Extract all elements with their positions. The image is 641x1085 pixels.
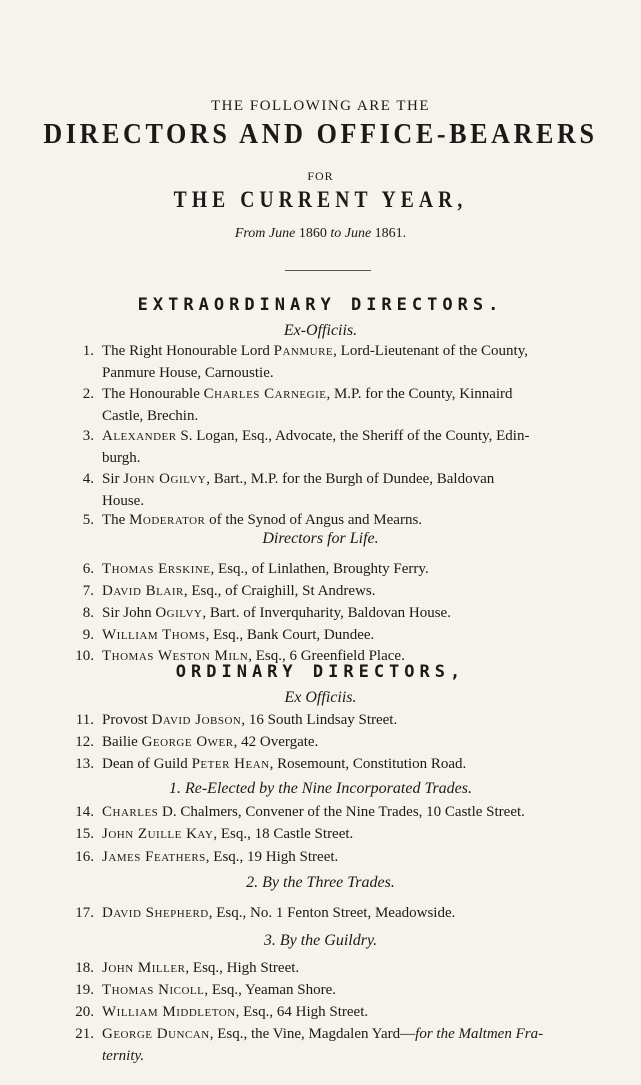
entry-text bbox=[102, 754, 621, 776]
entry-detail: , Esq., 19 High Street. bbox=[205, 849, 339, 865]
entry-name: David Shepherd bbox=[102, 905, 209, 921]
entry-name: John Miller bbox=[102, 960, 186, 976]
entry-continuation: burgh. bbox=[102, 449, 141, 466]
entry-name: David Blair bbox=[102, 583, 184, 599]
entry-name: Peter Hean bbox=[191, 756, 270, 772]
subheading-nine-trades: 1. Re-Elected by the Nine Incorporated Trades. bbox=[168, 780, 473, 797]
entry-detail: , Bart. of Inverquharity, Baldovan House. bbox=[202, 605, 451, 621]
entry-name: William Thoms bbox=[102, 627, 206, 643]
entry-text bbox=[102, 469, 621, 512]
entry-detail: , Esq., of Linlathen, Broughty Ferry. bbox=[210, 561, 429, 577]
entry-name: George Ower bbox=[141, 734, 234, 750]
divider-rule bbox=[285, 270, 371, 271]
entry-text bbox=[102, 958, 621, 980]
entry-prefix: Sir bbox=[102, 471, 124, 487]
entry-prefix: The Right Honourable Lord bbox=[102, 343, 274, 359]
entry-text bbox=[102, 603, 621, 625]
entry-text bbox=[102, 559, 621, 581]
entry-number: 4. bbox=[82, 471, 94, 487]
entry-text bbox=[102, 710, 621, 732]
entry-prefix: Sir John bbox=[102, 605, 156, 621]
entry-name: James Feathers bbox=[102, 849, 206, 865]
subheading-ordinary-ex-officiis: Ex Officiis. bbox=[284, 689, 357, 706]
entry-detail: S. Logan, Esq., Advocate, the Sheriff of the County, Edin- bbox=[176, 428, 530, 444]
header-for: FOR bbox=[307, 169, 334, 183]
entry-number: 14. bbox=[75, 804, 94, 820]
entry-continuation: Castle, Brechin. bbox=[102, 407, 199, 424]
section-title-ordinary: ORDINARY DIRECTORS, bbox=[175, 662, 466, 682]
entry-name: Charles Carnegie bbox=[203, 386, 327, 402]
entry-prefix: The Honourable bbox=[102, 386, 204, 402]
entry-name: John Ogilvy bbox=[123, 471, 207, 487]
entry-name: Thomas Weston Miln bbox=[102, 648, 249, 664]
entry-name: Thomas Erskine bbox=[102, 561, 211, 577]
entry-italic-note: for the Maltmen Fra- bbox=[415, 1026, 544, 1042]
entry-detail: , Esq., Bank Court, Dundee. bbox=[205, 627, 375, 643]
entry-detail: , Esq., 6 Greenfield Place. bbox=[248, 648, 405, 664]
entry-text bbox=[102, 1002, 621, 1024]
entry-name: Charles bbox=[102, 804, 159, 820]
entry-text bbox=[102, 341, 621, 384]
entry-number: 5. bbox=[82, 512, 94, 528]
entry-number: 8. bbox=[82, 605, 94, 621]
header-title: DIRECTORS AND OFFICE-BEARERS bbox=[43, 118, 598, 150]
entry-prefix: Dean of Guild bbox=[102, 756, 192, 772]
entry-number: 9. bbox=[82, 627, 94, 643]
entry-text bbox=[102, 824, 621, 846]
entry-prefix: Provost bbox=[102, 712, 152, 728]
entry-detail: , Esq., 64 High Street. bbox=[235, 1004, 369, 1020]
entry-number: 16. bbox=[75, 849, 94, 865]
entry-number: 6. bbox=[82, 561, 94, 577]
entry-detail: , M.P. for the County, Kinnaird bbox=[326, 386, 513, 402]
entry-text bbox=[102, 1024, 621, 1067]
entry-number: 3. bbox=[82, 428, 94, 444]
entry-prefix: Bailie bbox=[102, 734, 142, 750]
entry-number: 2. bbox=[82, 386, 94, 402]
entry-number: 21. bbox=[75, 1026, 94, 1042]
entry-prefix: The bbox=[102, 512, 130, 528]
entry-text bbox=[102, 581, 621, 603]
entry-name: Moderator bbox=[129, 512, 206, 528]
entry-name: Ogilvy bbox=[155, 605, 203, 621]
entry-text bbox=[102, 625, 621, 647]
header-intro: THE FOLLOWING ARE THE bbox=[210, 98, 431, 114]
entry-number: 12. bbox=[75, 734, 94, 750]
entry-text bbox=[102, 903, 621, 925]
entry-continuation: ternity. bbox=[102, 1047, 145, 1064]
entry-continuation: Panmure House, Carnoustie. bbox=[102, 364, 274, 381]
entry-text bbox=[102, 980, 621, 1002]
entry-number: 7. bbox=[82, 583, 94, 599]
entry-name: David Jobson bbox=[151, 712, 242, 728]
entry-name: Thomas Nicoll bbox=[102, 982, 205, 998]
header-date-range: From June 1860 to June 1861. bbox=[234, 226, 407, 241]
entry-number: 10. bbox=[75, 648, 94, 664]
entry-detail: , Esq., 18 Castle Street. bbox=[213, 826, 354, 842]
entry-detail: , Esq., of Craighill, St Andrews. bbox=[183, 583, 376, 599]
entry-continuation: House. bbox=[102, 492, 145, 509]
entry-name: Panmure bbox=[273, 343, 334, 359]
subheading-guildry: 3. By the Guildry. bbox=[263, 932, 378, 949]
entry-detail: D. Chalmers, Convener of the Nine Trades, 10 Castle Street. bbox=[158, 804, 525, 820]
entry-detail: , Rosemount, Constitution Road. bbox=[269, 756, 467, 772]
entry-text bbox=[102, 384, 621, 427]
entry-text bbox=[102, 510, 621, 532]
entry-detail: , Esq., High Street. bbox=[185, 960, 300, 976]
entry-detail: , Bart., M.P. for the Burgh of Dundee, Baldovan bbox=[206, 471, 495, 487]
entry-number: 18. bbox=[75, 960, 94, 976]
entry-number: 15. bbox=[75, 826, 94, 842]
entry-detail: , 42 Overgate. bbox=[233, 734, 319, 750]
entry-detail: of the Synod of Angus and Mearns. bbox=[205, 512, 423, 528]
entry-name: George Duncan bbox=[102, 1026, 210, 1042]
entry-name: William Middleton bbox=[102, 1004, 236, 1020]
entry-detail: , 16 South Lindsay Street. bbox=[241, 712, 398, 728]
entry-text bbox=[102, 732, 621, 754]
entry-number: 13. bbox=[75, 756, 94, 772]
subheading-directors-for-life: Directors for Life. bbox=[262, 530, 379, 547]
entry-number: 19. bbox=[75, 982, 94, 998]
section-title-extraordinary: EXTRAORDINARY DIRECTORS. bbox=[137, 295, 504, 315]
entry-detail: , Esq., the Vine, Magdalen Yard— bbox=[209, 1026, 416, 1042]
entry-detail: , Esq., Yeaman Shore. bbox=[204, 982, 337, 998]
entry-number: 17. bbox=[75, 905, 94, 921]
entry-text bbox=[102, 802, 621, 824]
subheading-ex-officiis: Ex-Officiis. bbox=[283, 322, 358, 339]
subheading-three-trades: 2. By the Three Trades. bbox=[246, 874, 395, 891]
entry-text bbox=[102, 847, 621, 869]
entry-number: 1. bbox=[82, 343, 94, 359]
entry-number: 11. bbox=[75, 712, 94, 728]
header-current-year: THE CURRENT YEAR, bbox=[173, 187, 468, 212]
entry-name: Alexander bbox=[102, 428, 177, 444]
entry-text bbox=[102, 426, 621, 469]
entry-detail: , Esq., No. 1 Fenton Street, Meadowside. bbox=[208, 905, 456, 921]
entry-number: 20. bbox=[75, 1004, 94, 1020]
entry-name: John Zuille Kay bbox=[102, 826, 214, 842]
entry-detail: , Lord-Lieutenant of the County, bbox=[333, 343, 528, 359]
